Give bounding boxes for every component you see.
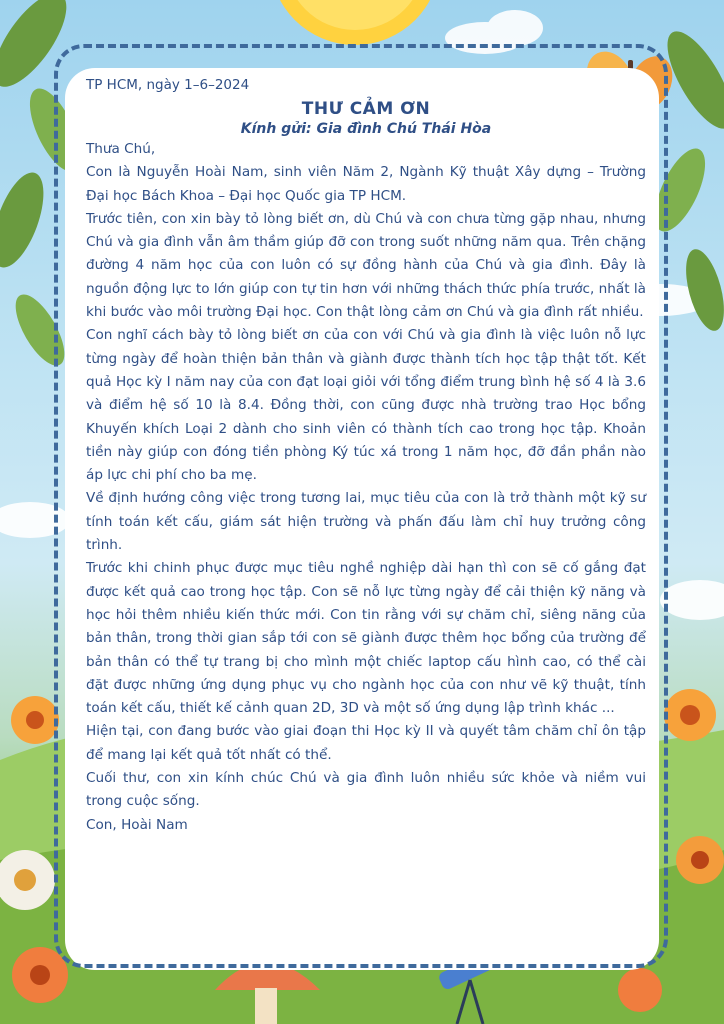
letter-paragraph: Trước tiên, con xin bày tỏ lòng biết ơn, dù Chú và con chưa từng gặp nhau, nhưng Chú và gia đình vẫn âm thầm giúp đỡ con trong suốt những năm qua. Trên chặng đường 4 năm học của con luôn có sự đồng hành của Chú và gia đình. Đây là nguồn động lực to lớn giúp con tự tin hơn với những thách thức phía trước, nhất là khi bước vào môi trường Đại học. Con thật lòng cảm ơn Chú và gia đình rất nhiều.	[86, 210, 646, 321]
letter-recipient: Kính gửi: Gia đình Chú Thái Hòa	[240, 121, 492, 137]
letter-body	[86, 138, 646, 837]
letter-date: TP HCM, ngày 1–6–2024	[86, 77, 250, 93]
letter-paragraph: Hiện tại, con đang bước vào giai đoạn thi Học kỳ II và quyết tâm chăm chỉ ôn tập để mang lại kết quả tốt nhất có thể.	[86, 723, 646, 763]
letter-title: THƯ CẢM ƠN	[301, 99, 431, 119]
letter-paragraph: Con là Nguyễn Hoài Nam, sinh viên Năm 2, Ngành Kỹ thuật Xây dựng – Trường Đại học Bách Khoa – Đại học Quốc gia TP HCM.	[86, 164, 646, 204]
letter-signature: Con, Hoài Nam	[86, 816, 188, 833]
letter-content	[86, 76, 646, 837]
letter-paragraph: Trước khi chinh phục được mục tiêu nghề nghiệp dài hạn thì con sẽ cố gắng đạt được kết quả cao trong học tập. Con sẽ nỗ lực từng ngày để cải thiện kỹ năng và học hỏi thêm nhiều kiến thức mới. Con tin rằng với sự chăm chỉ, siêng năng của bản thân, trong thời gian sắp tới con sẽ giành được thêm học bổng của trường để bản thân có thể tự trang bị cho mình một chiếc laptop cấu hình cao, có thể cài đặt được những ứng dụng phục vụ cho ngành học của con như vẽ kỹ thuật, tính toán kết cấu, thiết kế cảnh quan 2D, 3D và một số ứng dụng lập trình khác ...	[86, 560, 646, 717]
letter-paragraph: Con nghĩ cách bày tỏ lòng biết ơn của con với Chú và gia đình là việc luôn nỗ lực từng ngày để hoàn thiện bản thân và giành được thành tích học tập thật tốt. Kết quả Học kỳ I năm nay của con đạt loại giỏi với tổng điểm trung bình hệ số 4 là 3.6 và điểm hệ số 10 là 8.4. Đồng thời, con cũng được nhà trường trao Học bổng Khuyến khích Loại 2 dành cho sinh viên có thành tích cao trong học tập. Khoản tiền này giúp con đóng tiền phòng Ký túc xá trong 1 năm học, đỡ đần phần nào áp lực chi phí cho ba mẹ.	[86, 327, 646, 484]
letter-paragraph: Về định hướng công việc trong tương lai, mục tiêu của con là trở thành một kỹ sư tính toán kết cấu, giám sát hiện trường và phấn đấu làm chỉ huy trưởng công trình.	[86, 490, 646, 554]
letter-greeting: Thưa Chú,	[86, 141, 156, 157]
letter-paragraph: Cuối thư, con xin kính chúc Chú và gia đình luôn nhiều sức khỏe và niềm vui trong cuộc sống.	[86, 770, 646, 810]
